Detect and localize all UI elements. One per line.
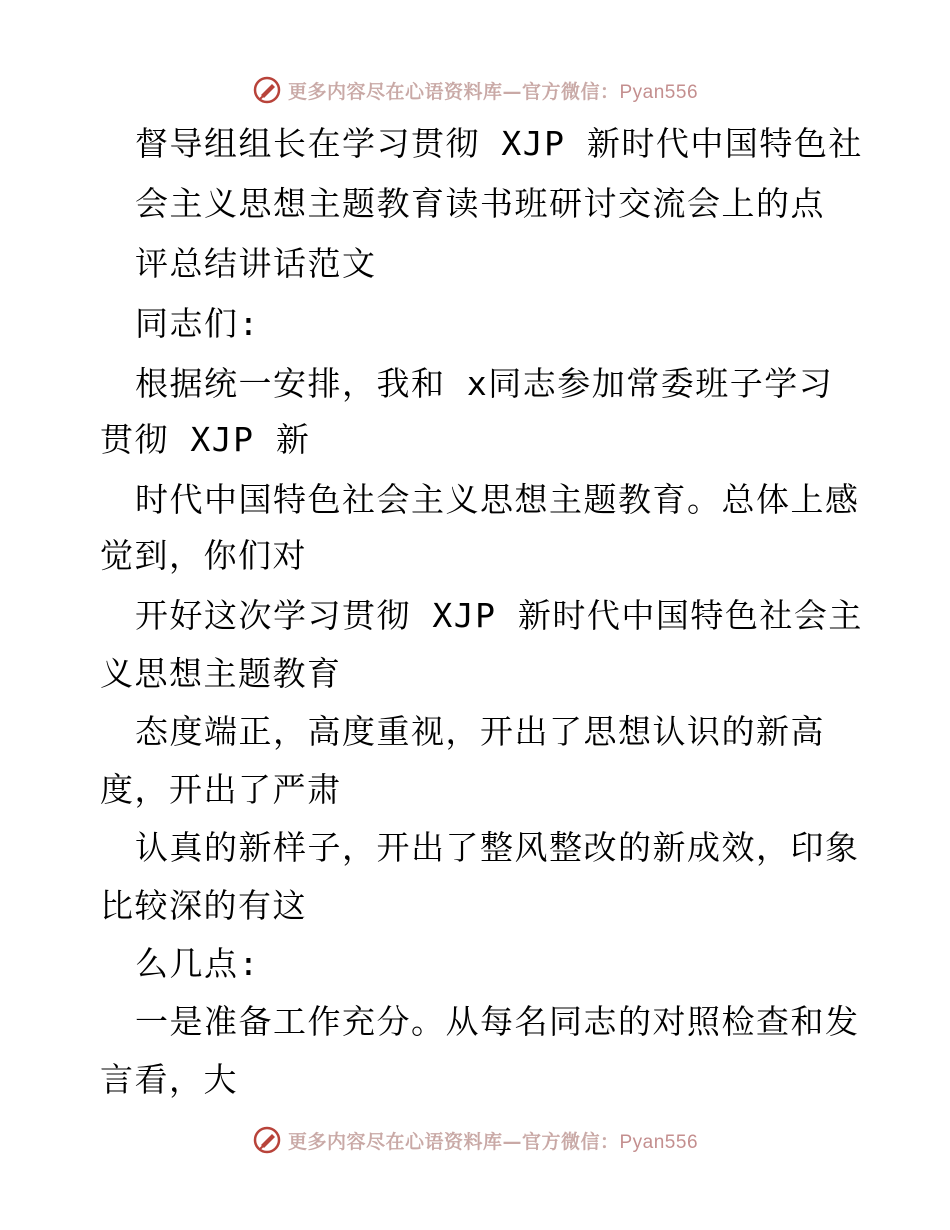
paragraph-line: 开好这次学习贯彻 XJP 新时代中国特色社会主	[135, 596, 863, 635]
paragraph-line: 时代中国特色社会主义思想主题教育。总体上感	[135, 480, 860, 519]
paragraph-line: 比较深的有这	[100, 886, 307, 925]
logo-icon	[252, 75, 282, 105]
header-banner	[0, 70, 950, 110]
wechat-id: Pyan556	[619, 1131, 699, 1153]
paragraph-line: 根据统一安排，我和 x同志参加常委班子学习	[135, 364, 834, 403]
paragraph-line: 一是准备工作充分。从每名同志的对照检查和发	[135, 1002, 860, 1041]
title-line-2: 会主义思想主题教育读书班研讨交流会上的点	[135, 184, 825, 223]
banner-text: 更多内容尽在心语资料库—官方微信：Pyan556	[287, 80, 699, 103]
salutation: 同志们:	[135, 304, 260, 343]
paragraph-line: 觉到，你们对	[100, 536, 307, 575]
paragraph-line: 义思想主题教育	[100, 654, 342, 693]
banner-text: 更多内容尽在心语资料库—官方微信：Pyan556	[287, 1130, 699, 1153]
footer-banner	[0, 1120, 950, 1160]
paragraph-line: 贯彻 XJP 新	[100, 420, 311, 459]
logo-icon	[252, 1125, 282, 1155]
wechat-id: Pyan556	[619, 81, 699, 103]
paragraph-line: 态度端正，高度重视，开出了思想认识的新高	[135, 712, 825, 751]
paragraph-line: 言看，大	[100, 1060, 238, 1099]
paragraph-line: 认真的新样子，开出了整风整改的新成效，印象	[135, 828, 860, 867]
title-line-3: 评总结讲话范文	[135, 244, 377, 283]
title-line-1: 督导组组长在学习贯彻 XJP 新时代中国特色社	[135, 124, 863, 163]
paragraph-line: 度，开出了严肃	[100, 770, 342, 809]
paragraph-line: 么几点:	[135, 944, 260, 983]
